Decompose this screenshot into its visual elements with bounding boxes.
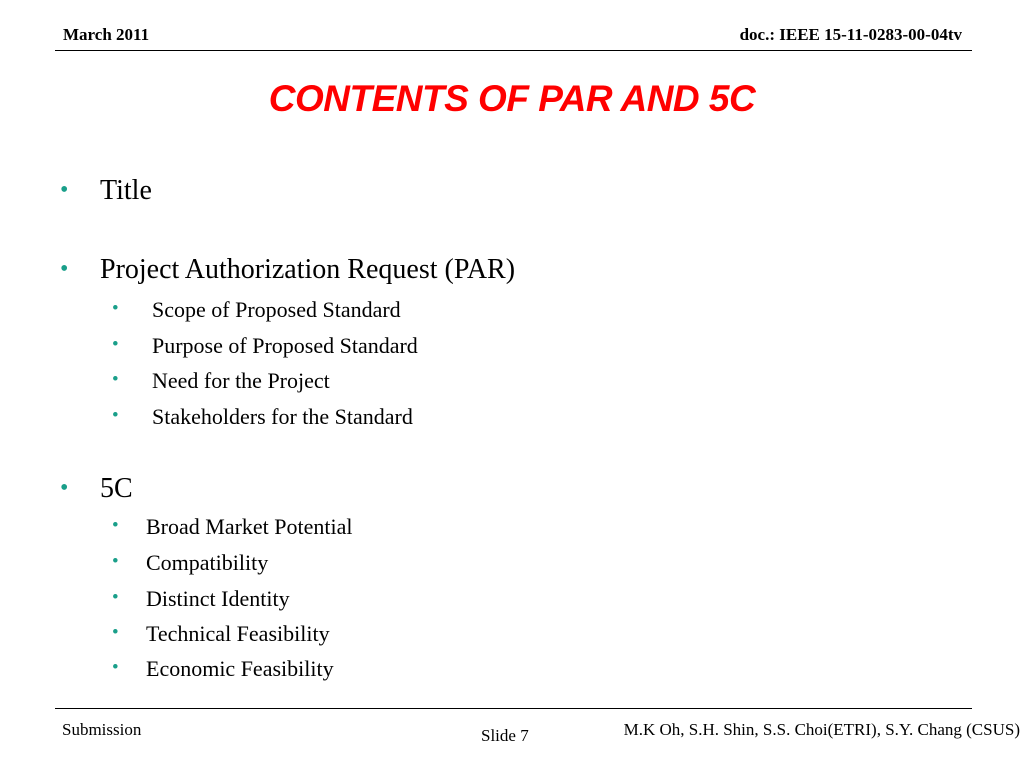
header-date: March 2011 (63, 25, 150, 44)
bullet-item-5c (60, 473, 133, 505)
footer-authors: M.K Oh, S.H. Shin, S.S. Choi(ETRI), S.Y. Chang (CSUS) (623, 720, 1020, 739)
sub-item-label: Purpose of Proposed Standard (152, 333, 418, 358)
bullet-icon: • (112, 334, 119, 355)
bullet-icon: • (112, 369, 119, 390)
bullet-icon: • (60, 475, 69, 501)
bullet-label: 5C (100, 473, 133, 504)
bullet-item-title (60, 175, 152, 207)
sub-item-compatibility (112, 550, 269, 576)
sub-item-label: Technical Feasibility (146, 621, 330, 646)
sub-item-need (112, 368, 330, 394)
sub-item-label: Compatibility (146, 550, 269, 575)
slide-title: CONTENTS OF PAR AND 5C (268, 78, 756, 119)
bullet-icon: • (112, 298, 119, 319)
bullet-icon: • (112, 551, 119, 572)
sub-item-broad-market (112, 514, 353, 540)
bullet-icon: • (112, 622, 119, 643)
sub-item-label: Distinct Identity (146, 586, 290, 611)
sub-item-label: Need for the Project (152, 368, 330, 393)
bullet-icon: • (112, 657, 119, 678)
sub-item-stakeholders (112, 404, 413, 430)
sub-item-label: Broad Market Potential (146, 514, 353, 539)
footer-submission: Submission (62, 720, 142, 739)
bullet-label: Project Authorization Request (PAR) (100, 254, 516, 285)
bullet-item-par (60, 254, 516, 286)
sub-item-technical-feasibility (112, 621, 330, 647)
bullet-icon: • (112, 587, 119, 608)
footer-slide-number: Slide 7 (481, 726, 529, 745)
sub-item-purpose (112, 333, 418, 359)
bullet-icon: • (60, 256, 69, 282)
bullet-icon: • (112, 515, 119, 536)
footer-divider (55, 708, 972, 709)
header-divider (55, 50, 972, 51)
sub-item-label: Stakeholders for the Standard (152, 404, 413, 429)
header-doc-id: doc.: IEEE 15-11-0283-00-04tv (739, 25, 962, 44)
sub-item-economic-feasibility (112, 656, 334, 682)
sub-item-label: Economic Feasibility (146, 656, 334, 681)
bullet-icon: • (60, 177, 69, 203)
sub-item-label: Scope of Proposed Standard (152, 297, 401, 322)
bullet-icon: • (112, 405, 119, 426)
bullet-label: Title (100, 175, 152, 206)
sub-item-scope (112, 297, 401, 323)
sub-item-distinct-identity (112, 586, 290, 612)
